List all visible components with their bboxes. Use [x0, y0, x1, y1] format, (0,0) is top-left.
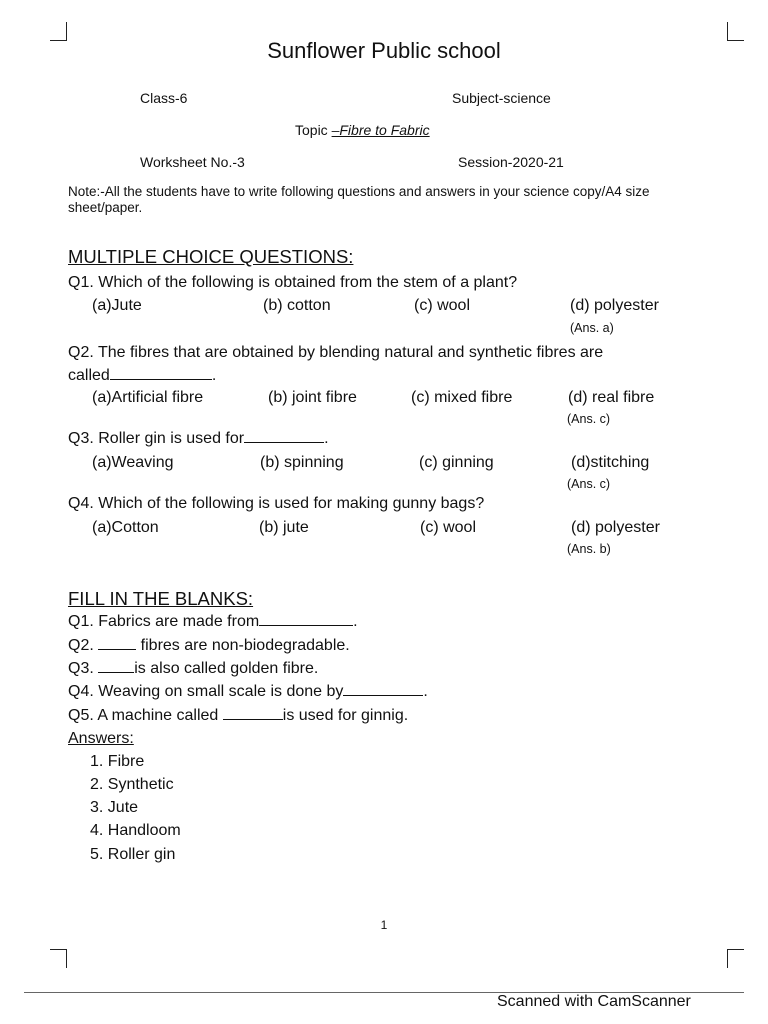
mcq-q1-option-d: (d) polyester	[570, 297, 659, 314]
mcq-q1-option-c: (c) wool	[414, 297, 471, 314]
mcq-q3-option-c: (c) ginning	[419, 454, 494, 471]
topic-line	[295, 122, 430, 138]
scanner-watermark: Scanned with CamScanner	[497, 993, 691, 1010]
mcq-q4-option-a: (a)Cotton	[92, 519, 159, 536]
fib-q1: Q1. Fabrics are made from .	[68, 613, 358, 630]
subject-label: Subject-science	[452, 90, 551, 106]
mcq-q1-answer: (Ans. a)	[570, 321, 614, 335]
mcq-q2-answer: (Ans. c)	[567, 412, 611, 426]
mcq-q3-option-d: (d)stitching	[571, 454, 650, 471]
mcq-q2-option-c: (c) mixed fibre	[411, 389, 513, 406]
blank-line	[98, 671, 134, 673]
fib-q2: Q2. fibres are non-biodegradable.	[68, 637, 350, 654]
crop-mark-bottom-left	[50, 949, 67, 968]
mcq-q4-option-b: (b) jute	[259, 519, 309, 536]
mcq-q4: Q4. Which of the following is used for making gunny bags?	[68, 495, 485, 512]
answer-item: 1. Fibre	[90, 753, 145, 770]
topic-name: –Fibre to Fabric	[331, 122, 430, 138]
answer-item: 3. Jute	[90, 799, 139, 816]
mcq-q2-line2: called .	[68, 367, 217, 384]
mcq-q1: Q1. Which of the following is obtained from the stem of a plant?	[68, 274, 518, 291]
mcq-q1-option-b: (b) cotton	[263, 297, 331, 314]
answer-item: 2. Synthetic	[90, 776, 174, 793]
crop-mark-bottom-right	[727, 949, 744, 968]
mcq-q4-option-c: (c) wool	[420, 519, 477, 536]
fib-q5: Q5. A machine called is used for ginnig.	[68, 707, 409, 724]
mcq-q2-option-b: (b) joint fibre	[268, 389, 357, 406]
fib-q3: Q3. is also called golden fibre.	[68, 660, 319, 677]
topic-label: Topic	[295, 122, 328, 138]
blank-line	[259, 624, 353, 626]
mcq-q2-option-a: (a)Artificial fibre	[92, 389, 204, 406]
blank-line	[244, 441, 324, 443]
blank-line	[343, 694, 423, 696]
mcq-q2-line1: Q2. The fibres that are obtained by blending natural and synthetic fibres are	[68, 344, 604, 361]
mcq-q3: Q3. Roller gin is used for .	[68, 430, 329, 447]
mcq-q4-answer: (Ans. b)	[567, 542, 611, 556]
class-label: Class-6	[140, 90, 188, 106]
session-label: Session-2020-21	[458, 154, 564, 170]
fib-q4: Q4. Weaving on small scale is done by .	[68, 683, 428, 700]
mcq-q4-option-d: (d) polyester	[571, 519, 660, 536]
answer-item: 5. Roller gin	[90, 846, 176, 863]
mcq-q3-option-b: (b) spinning	[260, 454, 344, 471]
blank-line	[223, 718, 283, 720]
mcq-q3-option-a: (a)Weaving	[92, 454, 174, 471]
mcq-q3-answer: (Ans. c)	[567, 477, 611, 491]
mcq-q1-option-a: (a)Jute	[92, 297, 142, 314]
mcq-q2-option-d: (d) real fibre	[568, 389, 655, 406]
fib-heading: FILL IN THE BLANKS:	[68, 588, 254, 609]
worksheet-label: Worksheet No.-3	[140, 154, 245, 170]
school-title: Sunflower Public school	[267, 38, 501, 63]
mcq-heading: MULTIPLE CHOICE QUESTIONS:	[68, 246, 354, 267]
blank-line	[110, 378, 212, 380]
blank-line	[98, 648, 136, 650]
note-text: Note:-All the students have to write following questions and answers in your science copy/A4 size sheet/paper.	[68, 184, 650, 215]
answers-label: Answers:	[68, 730, 134, 747]
answer-item: 4. Handloom	[90, 822, 181, 839]
page-number: 1	[380, 918, 388, 932]
